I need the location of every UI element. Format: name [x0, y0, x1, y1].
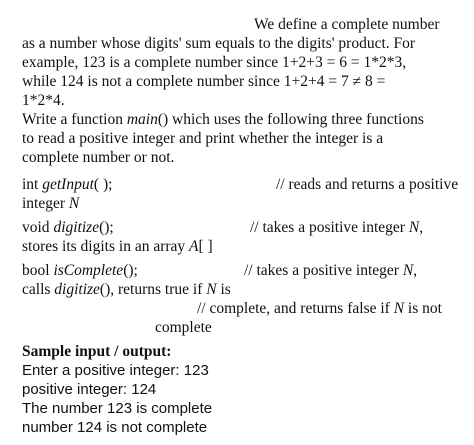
intro-line-1: We define a complete number [254, 16, 440, 33]
getinput-signature: int getInput( ); [22, 176, 113, 193]
iscomplete-signature: bool isComplete(); [22, 262, 138, 279]
getinput-comment: // reads and returns a positive [276, 176, 459, 193]
getinput-continuation: integer N [22, 195, 80, 212]
iscomplete-continuation: calls digitize(), returns true if N is [22, 281, 231, 298]
task-line-3: complete number or not. [22, 149, 175, 166]
iscomplete-comment-2: // complete, and returns false if N is not [197, 300, 442, 317]
iscomplete-comment: // takes a positive integer N, [244, 262, 418, 279]
digitize-signature: void digitize(); [22, 219, 114, 236]
sample-heading: Sample input / output: [22, 343, 172, 360]
sample-line: number 124 is not complete [22, 419, 208, 436]
sample-line: Enter a positive integer: 123 [22, 362, 209, 379]
iscomplete-comment-3: complete [155, 319, 212, 336]
intro-line-5: 1*2*4. [22, 92, 65, 109]
sample-line: positive integer: 124 [22, 381, 157, 398]
task-line-1: Write a function main() which uses the following three functions [22, 111, 424, 128]
task-line-2: to read a positive integer and print whether the integer is a [22, 130, 384, 147]
sample-line: The number 123 is complete [22, 400, 213, 417]
digitize-continuation: stores its digits in an array A[ ] [22, 238, 213, 255]
intro-line-2: as a number whose digits' sum equals to the digits' product. For [22, 35, 416, 52]
intro-line-3: example, 123 is a complete number since 1+2+3 = 6 = 1*2*3, [22, 54, 407, 71]
intro-line-4: while 124 is not a complete number since 1+2+4 = 7 ≠ 8 = [22, 73, 386, 90]
digitize-comment: // takes a positive integer N, [250, 219, 424, 236]
